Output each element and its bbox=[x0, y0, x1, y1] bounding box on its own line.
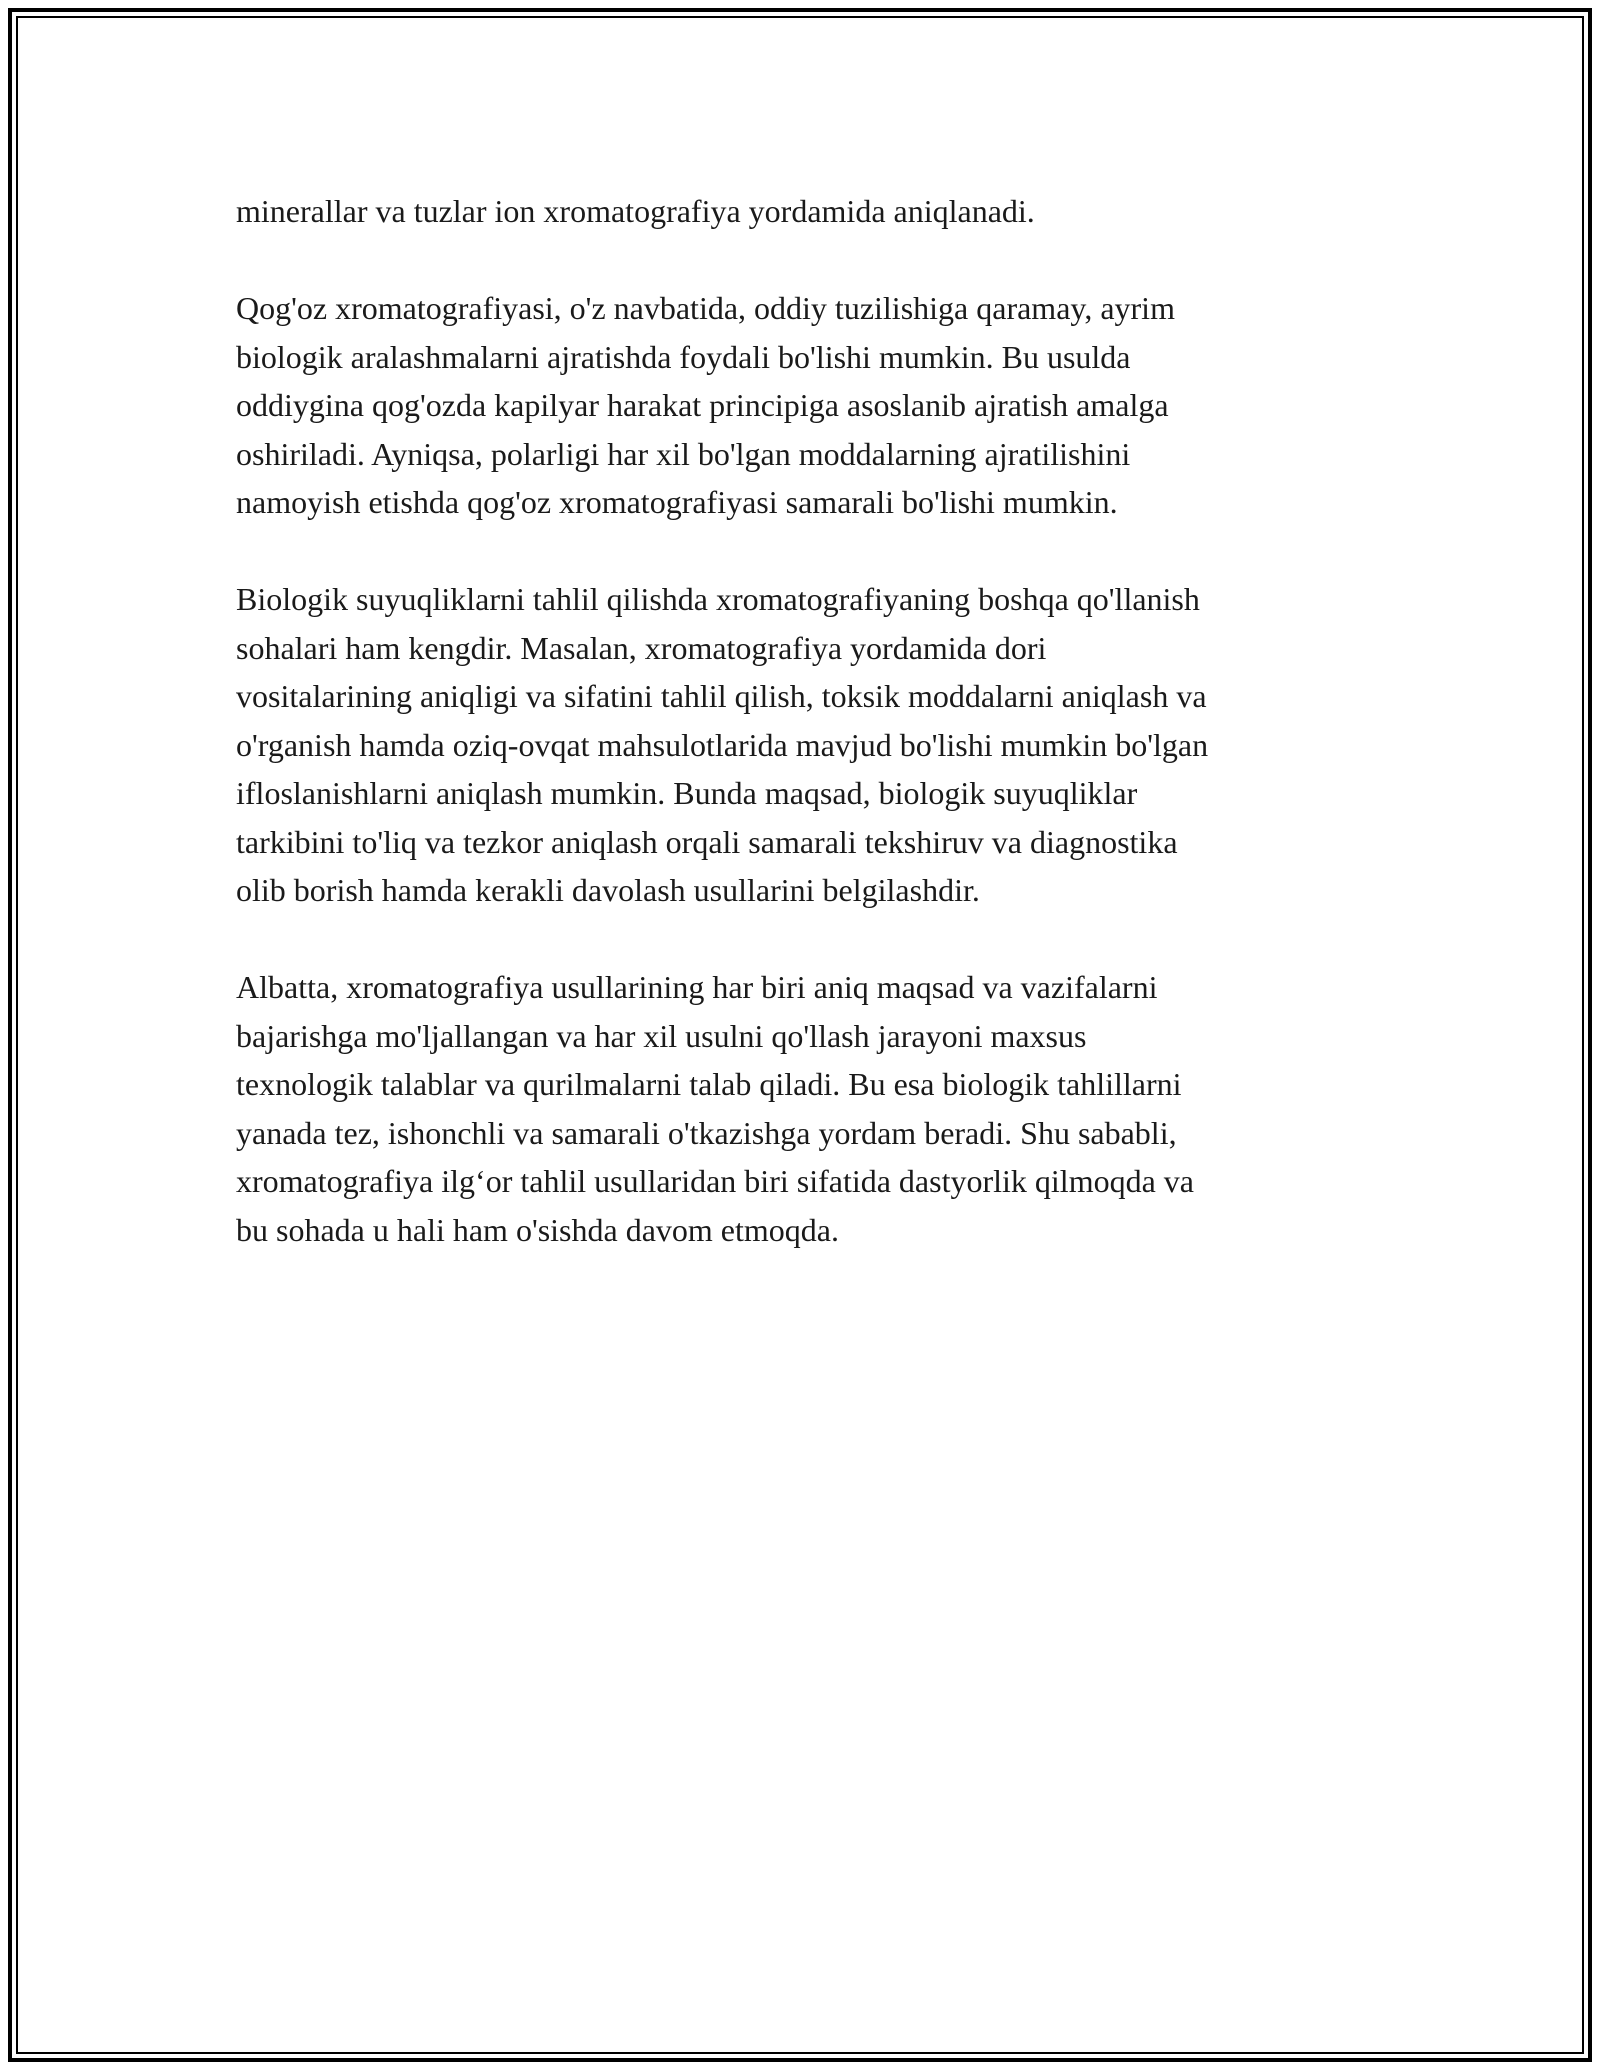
document-body bbox=[236, 187, 1366, 1303]
paragraph-paper-chromatography: Qog'oz xromatografiyasi, o'z navbatida, oddiy tuzilishiga qaramay, ayrim biologik aralashmalarni ajratishda foydali bo'lishi mumkin. Bu usulda oddiygina qog'ozda kapilyar harakat principiga asoslanib ajratish amalga oshiriladi. Ayniqsa, polarligi har xil bo'lgan moddalarning ajratilishini namoyish etishda qog'oz xromatografiyasi samarali bo'lishi mumkin. bbox=[236, 290, 1175, 520]
paragraph-conclusion: Albatta, xromatografiya usullarining har biri aniq maqsad va vazifalarni bajarishga mo'ljallangan va har xil usulni qo'llash jarayoni maxsus texnologik talablar va qurilmalarni talab qiladi. Bu esa biologik tahlillarni yanada tez, ishonchli va samarali o'tkazishga yordam beradi. Shu sababli, xromatografiya ilg‘or tahlil usullaridan biri sifatida dastyorlik qilmoqda va bu sohada u hali ham o'sishda davom etmoqda. bbox=[236, 969, 1194, 1248]
paragraph-ion-chromatography: minerallar va tuzlar ion xromatografiya yordamida aniqlanadi. bbox=[236, 193, 1035, 229]
paragraph-biological-fluids: Biologik suyuqliklarni tahlil qilishda xromatografiyaning boshqa qo'llanish sohalari ham kengdir. Masalan, xromatografiya yordamida dori vositalarining aniqligi va sifatini tahlil qilish, toksik moddalarni aniqlash va o'rganish hamda oziq-ovqat mahsulotlarida mavjud bo'lishi mumkin bo'lgan ifloslanishlarni aniqlash mumkin. Bunda maqsad, biologik suyuqliklar tarkibini to'liq va tezkor aniqlash orqali samarali tekshiruv va diagnostika olib borish hamda kerakli davolash usullarini belgilashdir. bbox=[236, 581, 1209, 908]
